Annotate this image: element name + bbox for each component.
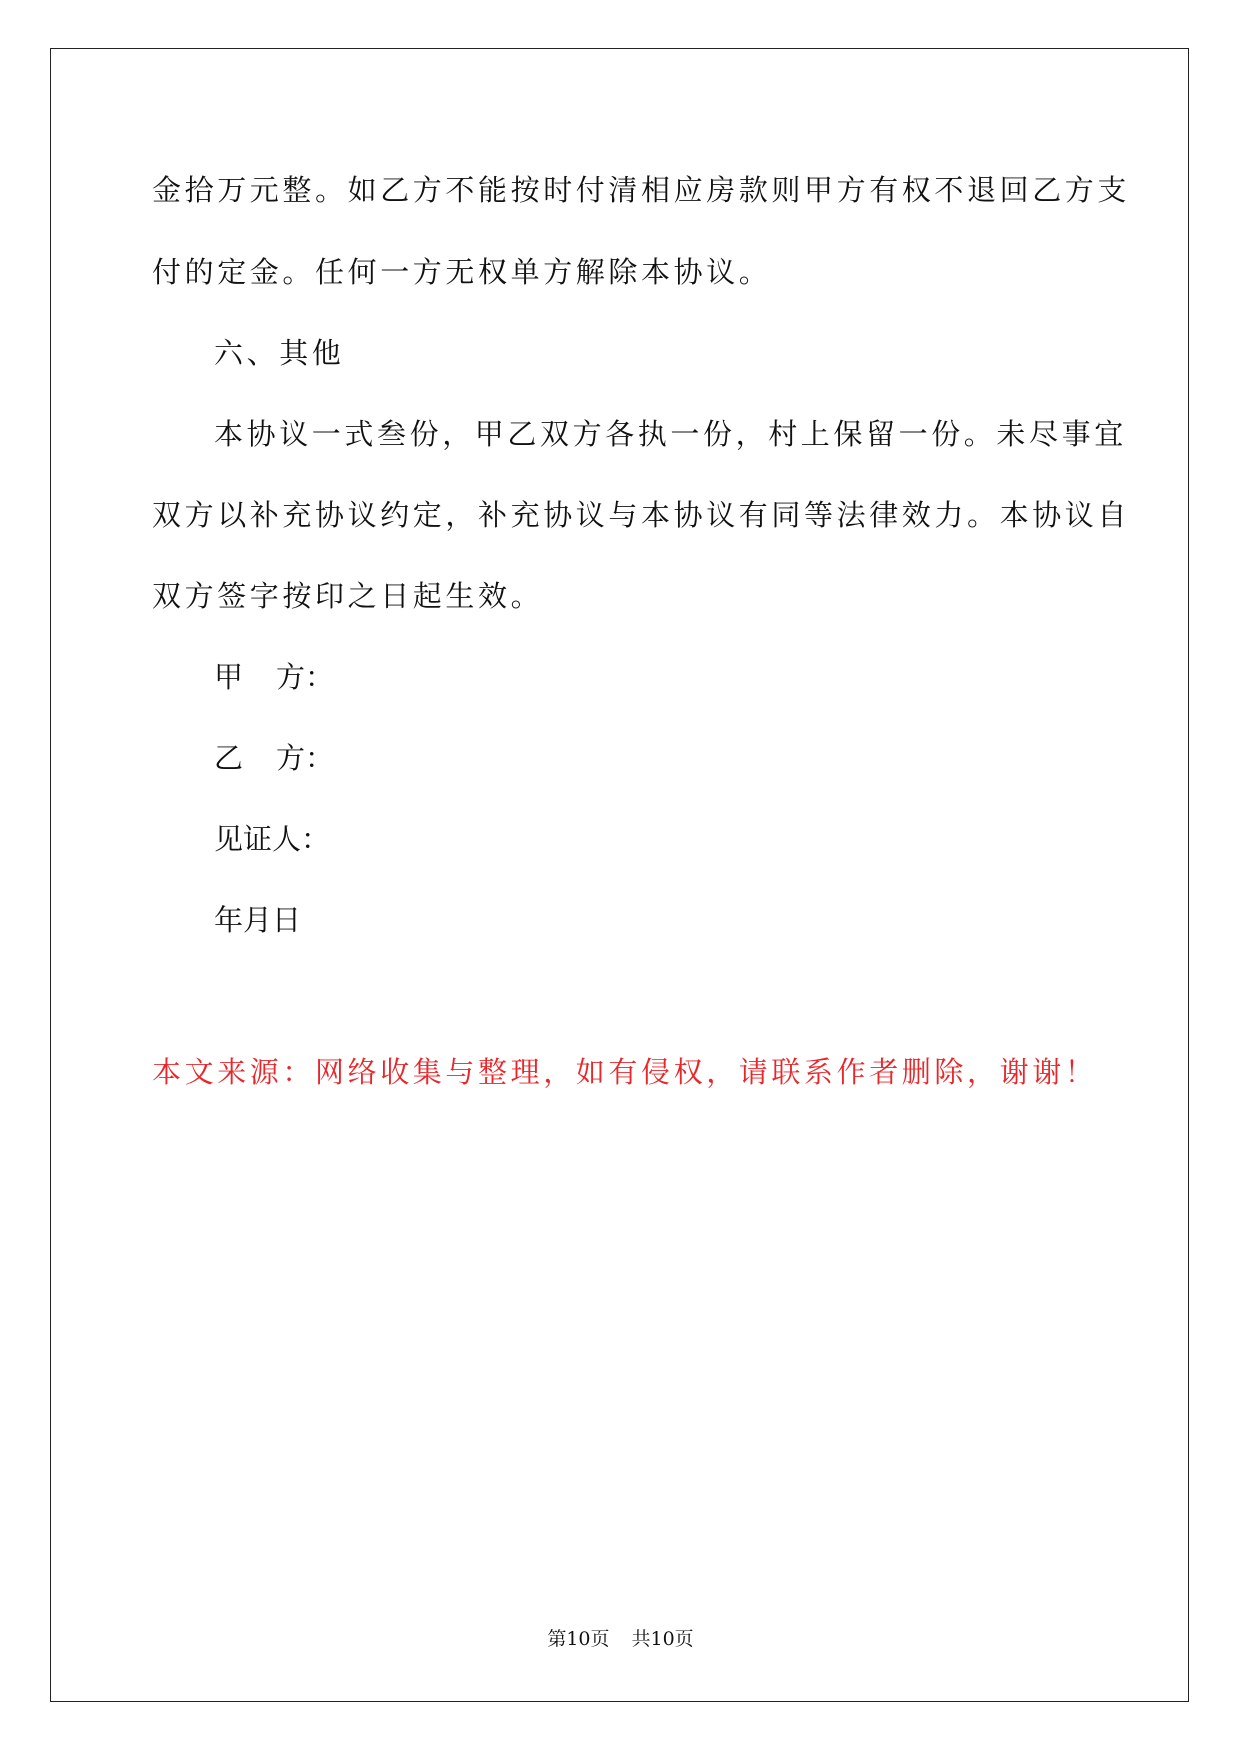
party-b-label: 乙 (214, 741, 244, 775)
party-b-signature (214, 738, 334, 778)
witness-signature: 见证人： (214, 822, 331, 856)
body-line-1: 金拾万元整。如乙方不能按时付清相应房款则甲方有权不退回乙方支 (152, 173, 1131, 207)
page-number-total: 共10页 (631, 1628, 694, 1650)
party-b-suffix: 方： (276, 741, 335, 775)
party-a-suffix: 方： (276, 660, 335, 694)
party-a-label: 甲 (214, 660, 244, 694)
body-line-5: 双方以补充协议约定，补充协议与本协议有同等法律效力。本协议自 (152, 498, 1131, 532)
signature-date: 年月日 (214, 903, 302, 937)
page-number-current: 第10页 (547, 1628, 610, 1650)
source-notice: 本文来源：网络收集与整理，如有侵权，请联系作者删除，谢谢！ (152, 1055, 1098, 1089)
body-line-2: 付的定金。任何一方无权单方解除本协议。 (152, 255, 772, 289)
body-line-4: 本协议一式叁份，甲乙双方各执一份，村上保留一份。未尽事宜 (214, 417, 1127, 451)
section-heading-other: 六、其他 (214, 336, 345, 370)
page-footer (0, 1624, 1241, 1651)
party-a-signature (214, 657, 334, 697)
body-line-6: 双方签字按印之日起生效。 (152, 579, 544, 613)
page-border (50, 48, 1189, 1702)
